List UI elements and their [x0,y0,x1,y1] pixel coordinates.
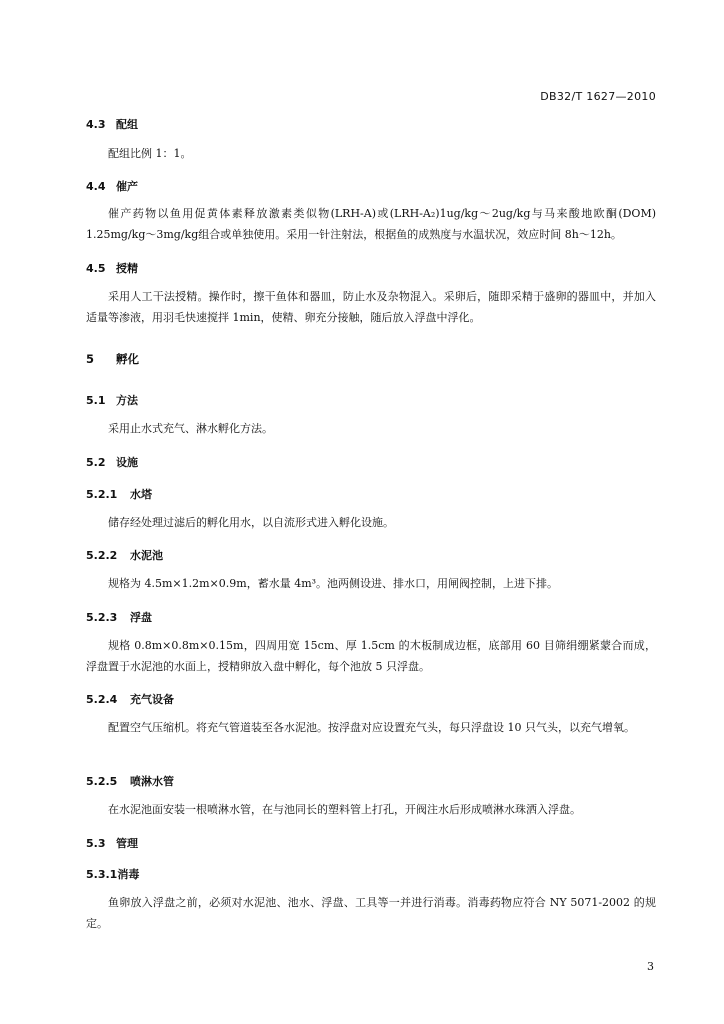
section-title: 水泥池 [130,549,163,562]
section-5-3-1 [86,866,139,882]
section-title: 方法 [116,394,138,407]
section-title: 孵化 [116,352,139,366]
section-number: 5.3 [86,837,106,850]
section-number: 4.5 [86,262,106,275]
paragraph: 催产药物以鱼用促黄体素释放激素类似物(LRH-A)或(LRH-A₂)1ug/kg～2ug/kg与马来酸地欧酮(DOM) 1.25mg/kg～3mg/kg组合或单独使用。采用一针注射法，根据鱼的成熟度与水温状况，效应时间 8h～12h。 [86,207,656,241]
section-title: 设施 [116,456,138,469]
section-number: 5.1 [86,394,106,407]
section-number: 5.2.1 [86,488,118,501]
section-title: 授精 [116,262,138,275]
section-5-2-4 [86,691,174,707]
section-5-3 [86,835,138,851]
section-title: 配组 [116,118,138,131]
paragraph: 规格 0.8m×0.8m×0.15m，四周用宽 15cm、厚 1.5cm 的木板制成边框，底部用 60 目筛绢绷紧蒙合而成，浮盘置于水泥池的水面上，授精卵放入盘中孵化，每个池放 5 只浮盘。 [86,639,656,673]
section-5-2-5 [86,773,174,789]
paragraph: 在水泥池面安装一根喷淋水管，在与池同长的塑料管上打孔，开阀注水后形成喷淋水珠洒入浮盘。 [108,803,581,816]
section-5-2-3 [86,609,152,625]
paragraph: 储存经处理过滤后的孵化用水，以自流形式进入孵化设施。 [108,516,394,529]
section-4-3 [86,116,138,132]
paragraph: 配置空气压缩机。将充气管道装至各水泥池。按浮盘对应设置充气头，每只浮盘设 10 只气头，以充气增氧。 [108,721,635,734]
section-5-2-2 [86,547,163,563]
doc-code-header: DB32/T 1627—2010 [540,90,656,103]
section-number: 5.2.4 [86,693,118,706]
section-title: 喷淋水管 [130,775,174,788]
section-title: 浮盘 [130,611,152,624]
section-title: 催产 [116,180,138,193]
section-4-5 [86,260,138,276]
section-4-4 [86,178,138,194]
section-number: 5.2 [86,456,106,469]
section-5-1 [86,392,138,408]
section-title: 水塔 [130,488,152,501]
section-number: 4.3 [86,118,106,131]
section-5 [86,351,139,367]
section-title: 充气设备 [130,693,174,706]
paragraph: 鱼卵放入浮盘之前，必须对水泥池、池水、浮盘、工具等一并进行消毒。消毒药物应符合 NY 5071-2002 的规定。 [86,896,656,930]
section-number: 5 [86,352,95,366]
section-5-2-1 [86,486,152,502]
section-number: 5.2.2 [86,549,118,562]
section-5-2 [86,454,138,470]
paragraph: 规格为 4.5m×1.2m×0.9m，蓄水量 4m³。池两侧设进、排水口，用闸阀控制，上进下排。 [108,577,559,590]
section-number: 5.2.3 [86,611,118,624]
paragraph: 采用止水式充气、淋水孵化方法。 [108,422,273,435]
section-number: 4.4 [86,180,106,193]
section-number: 5.3.1 [86,868,118,881]
section-title: 消毒 [117,868,140,881]
page-number: 3 [647,960,654,973]
paragraph: 配组比例 1：1。 [108,147,192,160]
section-number: 5.2.5 [86,775,118,788]
paragraph: 采用人工干法授精。操作时，擦干鱼体和器皿，防止水及杂物混入。采卵后，随即采精于盛卵的器皿中，并加入适量等渗液，用羽毛快速搅拌 1min，使精、卵充分接触，随后放入浮盘中浮化。 [86,290,656,324]
section-title: 管理 [116,837,138,850]
